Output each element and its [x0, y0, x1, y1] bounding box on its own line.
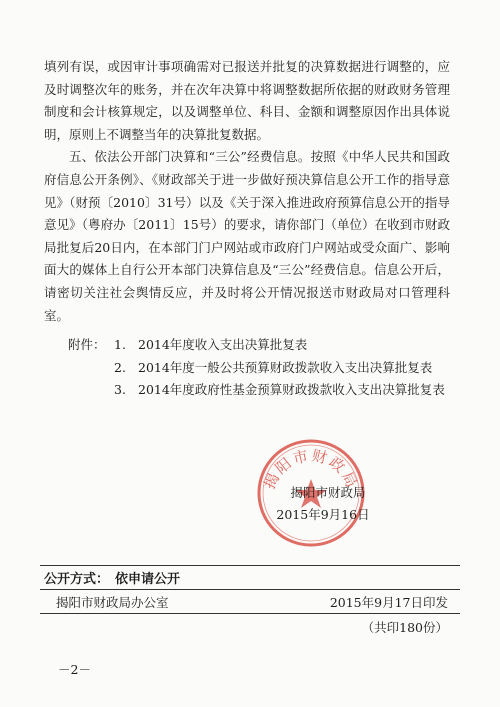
attachment-title: 2014年度一般公共预算财政拨款收入支出决算批复表: [138, 359, 433, 375]
print-date: 2015年9月17日印发: [329, 595, 448, 610]
attachments: [68, 334, 448, 402]
signing-authority: 揭阳市财政局: [290, 485, 366, 500]
page-number: －2－: [58, 662, 91, 677]
attachment-title: 2014年度政府性基金预算财政拨款收入支出决算批复表: [138, 382, 445, 398]
attachments-label: 附件：: [68, 337, 106, 352]
paragraph-five: 五、依法公开部门决算和“三公”经费信息。按照《中华人民共和国政府信息公开条例》、《财政部关于进一步做好预决算信息公开工作的指导意见》（财预〔2010〕31号）以及《关于深入推进政府预算信息公开的指导意见》（粤府办〔2011〕15号）的要求，请你部门（单位）在收到市财政局批复后20日内，在本部门门户网站或市政府门户网站或受众面广、影响面大的媒体上自行公开本部门决算信息及“三公”经费信息。信息公开后，请密切关注社会舆情反应，并及时将公开情况报送市财政局对口管理科室。: [44, 149, 450, 323]
attachment-item: [114, 357, 448, 380]
paragraph-continuation: 填列有误，或因审计事项确需对已报送并批复的决算数据进行调整的，应及时调整次年的账务，并在次年决算中将调整数据所依据的财政财务管理制度和会计核算规定，以及调整单位、科目、金额和调整原因作出具体说明，原则上不调整当年的决算批复数据。: [44, 59, 450, 142]
seal-text: 揭阳市财政局: [260, 446, 362, 492]
copy-count: （共印180份）: [361, 620, 448, 635]
issuing-office: 揭阳市财政局办公室: [56, 595, 169, 610]
attachment-number: 3.: [114, 382, 126, 398]
signing-date: 2015年9月16日: [276, 507, 370, 522]
disclosure-method: [44, 568, 180, 587]
attachment-item: [114, 379, 448, 402]
attachment-item: [114, 334, 448, 357]
attachment-number: 2.: [114, 359, 126, 375]
disclosure-value: 依申请公开: [115, 572, 181, 587]
attachment-number: 1.: [114, 337, 126, 352]
disclosure-label: 公开方式：: [44, 572, 110, 587]
divider: [40, 613, 460, 614]
body-text: [44, 56, 450, 327]
attachment-title: 2014年度收入支出决算批复表: [138, 337, 308, 352]
divider: [40, 589, 460, 590]
divider: [40, 565, 460, 566]
